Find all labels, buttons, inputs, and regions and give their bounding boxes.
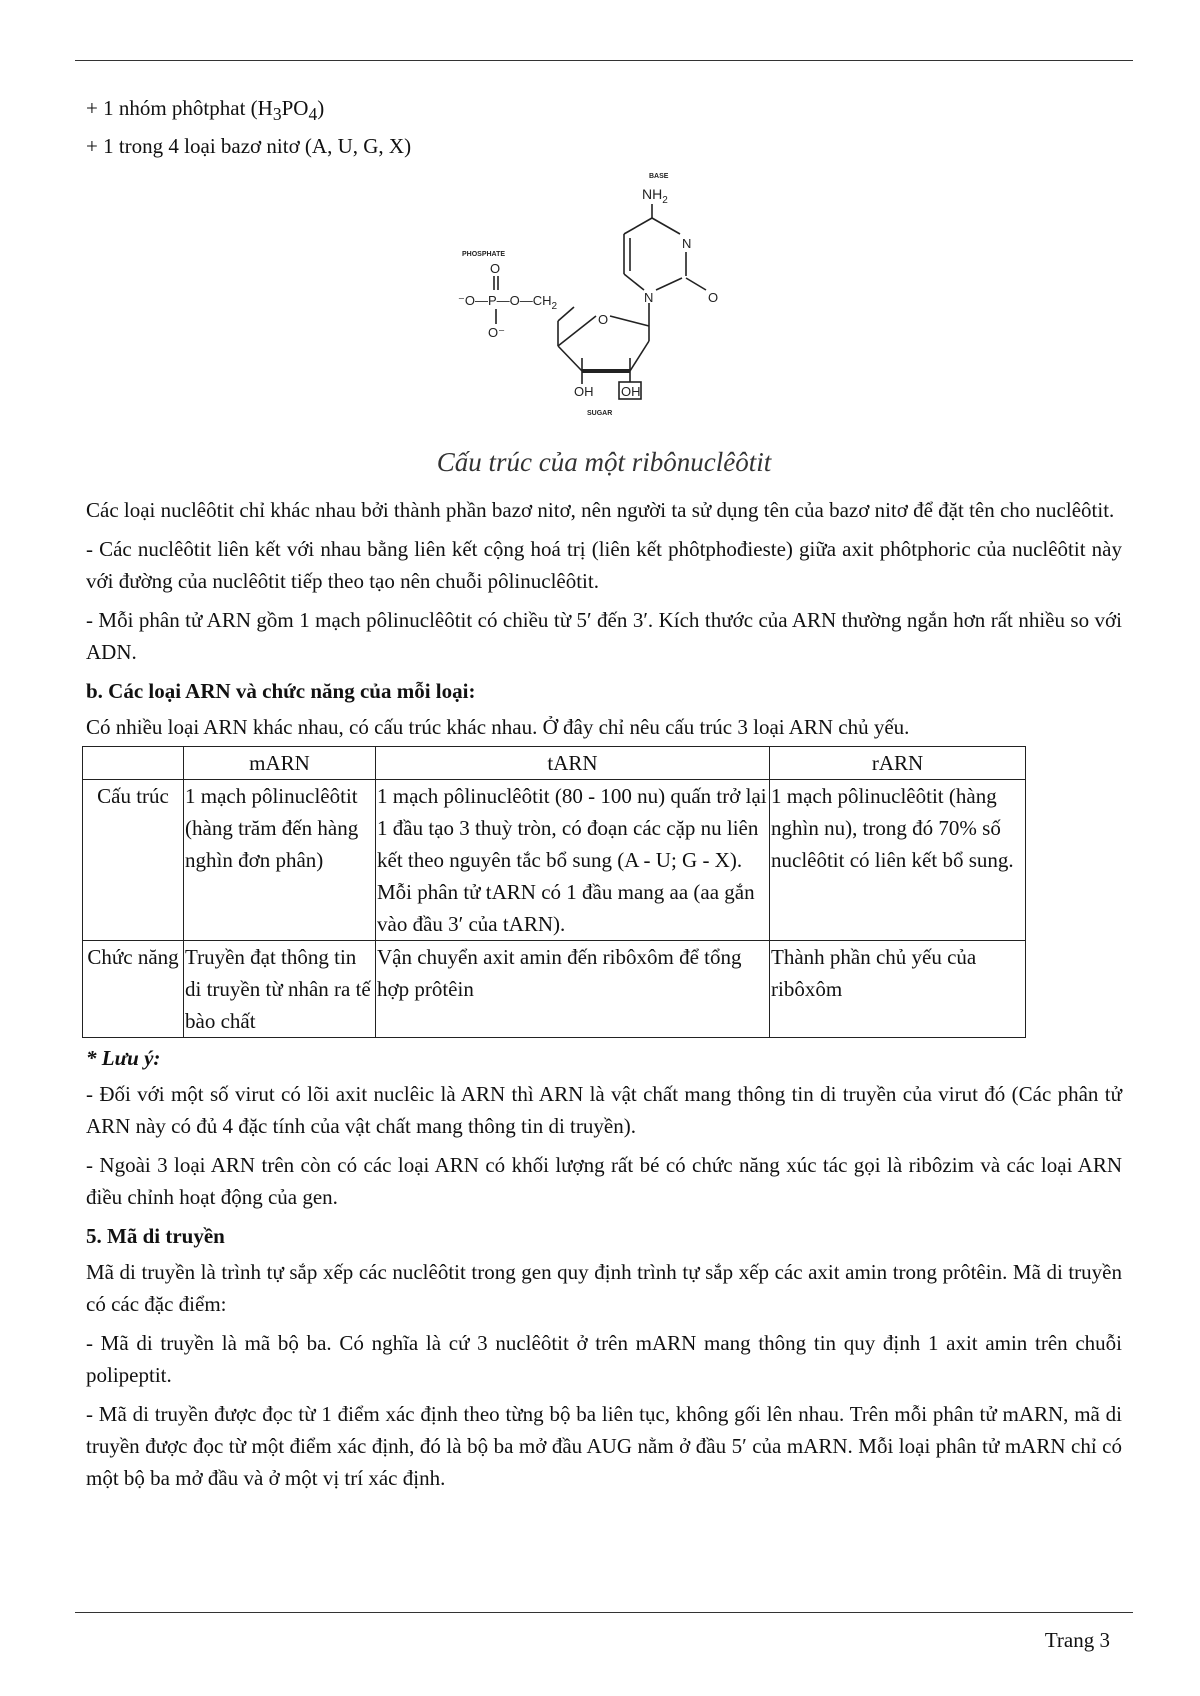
table-cell: Thành phần chủ yếu của ribôxôm: [770, 941, 1026, 1038]
table-cell: 1 mạch pôlinuclêôtit (hàng nghìn nu), trong đó 70% số nuclêôtit có liên kết bổ sung.: [770, 780, 1026, 941]
paragraph-genetic-code-def: Mã di truyền là trình tự sắp xếp các nuclêôtit trong gen quy định trình tự sắp xếp các axit amin trong prôtêin. Mã di truyền có các đặc điểm:: [86, 1260, 1122, 1317]
table-cell: 1 mạch pôlinuclêôtit (hàng trăm đến hàng nghìn đơn phân): [184, 780, 376, 941]
paragraph-strand: - Mỗi phân tử ARN gồm 1 mạch pôlinuclêôtit có chiều từ 5′ đến 3′. Kích thước của ARN thường ngắn hơn rất nhiều so với ADN.: [86, 608, 1122, 665]
n-ring-label: N: [644, 290, 654, 306]
heading-arn-types: b. Các loại ARN và chức năng của mỗi loại:: [86, 679, 476, 704]
nh2-label: $NH_2$: [642, 186, 668, 207]
table-cell: 1 mạch pôlinuclêôtit (80 - 100 nu) quấn trở lại 1 đầu tạo 3 thuỳ tròn, có đoạn các cặp nu liên kết theo nguyên tắc bổ sung (A - U; G - X). Mỗi phân tử tARN có 1 đầu mang aa (aa gắn vào đầu 3′ của tARN).: [376, 780, 770, 941]
table-header-cell: [83, 747, 184, 780]
table-header-cell: tARN: [376, 747, 770, 780]
phosphate-label: PHOSPHATE: [462, 251, 506, 259]
table-row: [83, 941, 1026, 1038]
note-heading: * Lưu ý:: [86, 1046, 161, 1071]
table-header-cell: mARN: [184, 747, 376, 780]
ribonucleotide-figure: [86, 166, 1122, 494]
paragraph-arn-intro: Có nhiều loại ARN khác nhau, có cấu trúc khác nhau. Ở đây chỉ nêu cấu trúc 3 loại ARN chủ yếu.: [86, 715, 910, 740]
paragraph-reading-frame: - Mã di truyền được đọc từ 1 điểm xác định theo từng bộ ba liên tục, không gối lên nhau. Trên mỗi phân tử mARN, mã di truyền được đọc từ một điểm xác định, đó là bộ ba mở đầu AUG nằm ở đầu 5′ của mARN. Mỗi loại phân tử mARN chỉ có một bộ ba mở đầu và ở một vị trí xác định.: [86, 1402, 1122, 1491]
footer-rule: [75, 1612, 1133, 1613]
sugar-label: SUGAR: [587, 410, 613, 418]
ribonucleotide-structure-diagram: [446, 166, 766, 446]
table-header-cell: rARN: [770, 747, 1026, 780]
o-top-label: O: [490, 261, 501, 277]
table-cell: Truyền đạt thông tin di truyền từ nhân ra tế bào chất: [184, 941, 376, 1038]
note-virus: - Đối với một số virut có lõi axit nuclêic là ARN thì ARN là vật chất mang thông tin di truyền của virut đó (Các phân tử ARN này có đủ 4 đặc tính của vật chất mang thông tin di truyền).: [86, 1082, 1122, 1139]
paragraph-bonds: - Các nuclêôtit liên kết với nhau bằng liên kết cộng hoá trị (liên kết phôtphođieste) giữa axit phôtphoric của nuclêôtit này với đường của nuclêôtit tiếp theo tạo nên chuỗi pôlinuclêôtit.: [86, 537, 1122, 594]
paragraph-triplet: - Mã di truyền là mã bộ ba. Có nghĩa là cứ 3 nuclêôtit ở trên mARN mang thông tin quy định 1 axit amin trên chuỗi polipeptit.: [86, 1331, 1122, 1388]
intro-line-phosphate: + 1 nhóm phôtphat $(H_3PO_4)$: [86, 96, 325, 125]
header-rule: [75, 60, 1133, 61]
o-ring-label: O: [708, 290, 719, 306]
note-ribozyme: - Ngoài 3 loại ARN trên còn có các loại ARN có khối lượng rất bé có chức năng xúc tác gọi là ribôzim và các loại ARN điều chỉnh hoạt động của gen.: [86, 1153, 1122, 1210]
table-cell: Vận chuyển axit amin đến ribôxôm để tổng hợp prôtêin: [376, 941, 770, 1038]
o-sugar-label: O: [598, 312, 609, 328]
page-number: Trang 3: [1044, 1628, 1110, 1652]
page-content: [86, 92, 1122, 1501]
paragraph-naming: Các loại nuclêôtit chỉ khác nhau bởi thành phần bazơ nitơ, nên người ta sử dụng tên của bazơ nitơ để đặt tên cho nuclêôtit.: [86, 498, 1115, 523]
table-row-label: Chức năng: [83, 941, 184, 1038]
o-bottom-label: O⁻: [488, 325, 505, 341]
table-header-row: [83, 747, 1026, 780]
figure-caption: Cấu trúc của một ribônuclêôtit: [436, 447, 772, 478]
oh-left-label: OH: [574, 384, 594, 400]
arn-types-table: [82, 746, 1026, 1038]
phosphate-chain-label: $^-O—P—O—CH_2$: [458, 293, 558, 313]
heading-genetic-code: 5. Mã di truyền: [86, 1224, 225, 1249]
n-top-label: N: [682, 236, 692, 252]
intro-line-base: + 1 trong 4 loại bazơ nitơ (A, U, G, X): [86, 134, 412, 159]
table-row: [83, 780, 1026, 941]
oh-right-label: OH: [621, 384, 641, 400]
base-label: BASE: [649, 173, 669, 181]
table-row-label: Cấu trúc: [83, 780, 184, 941]
